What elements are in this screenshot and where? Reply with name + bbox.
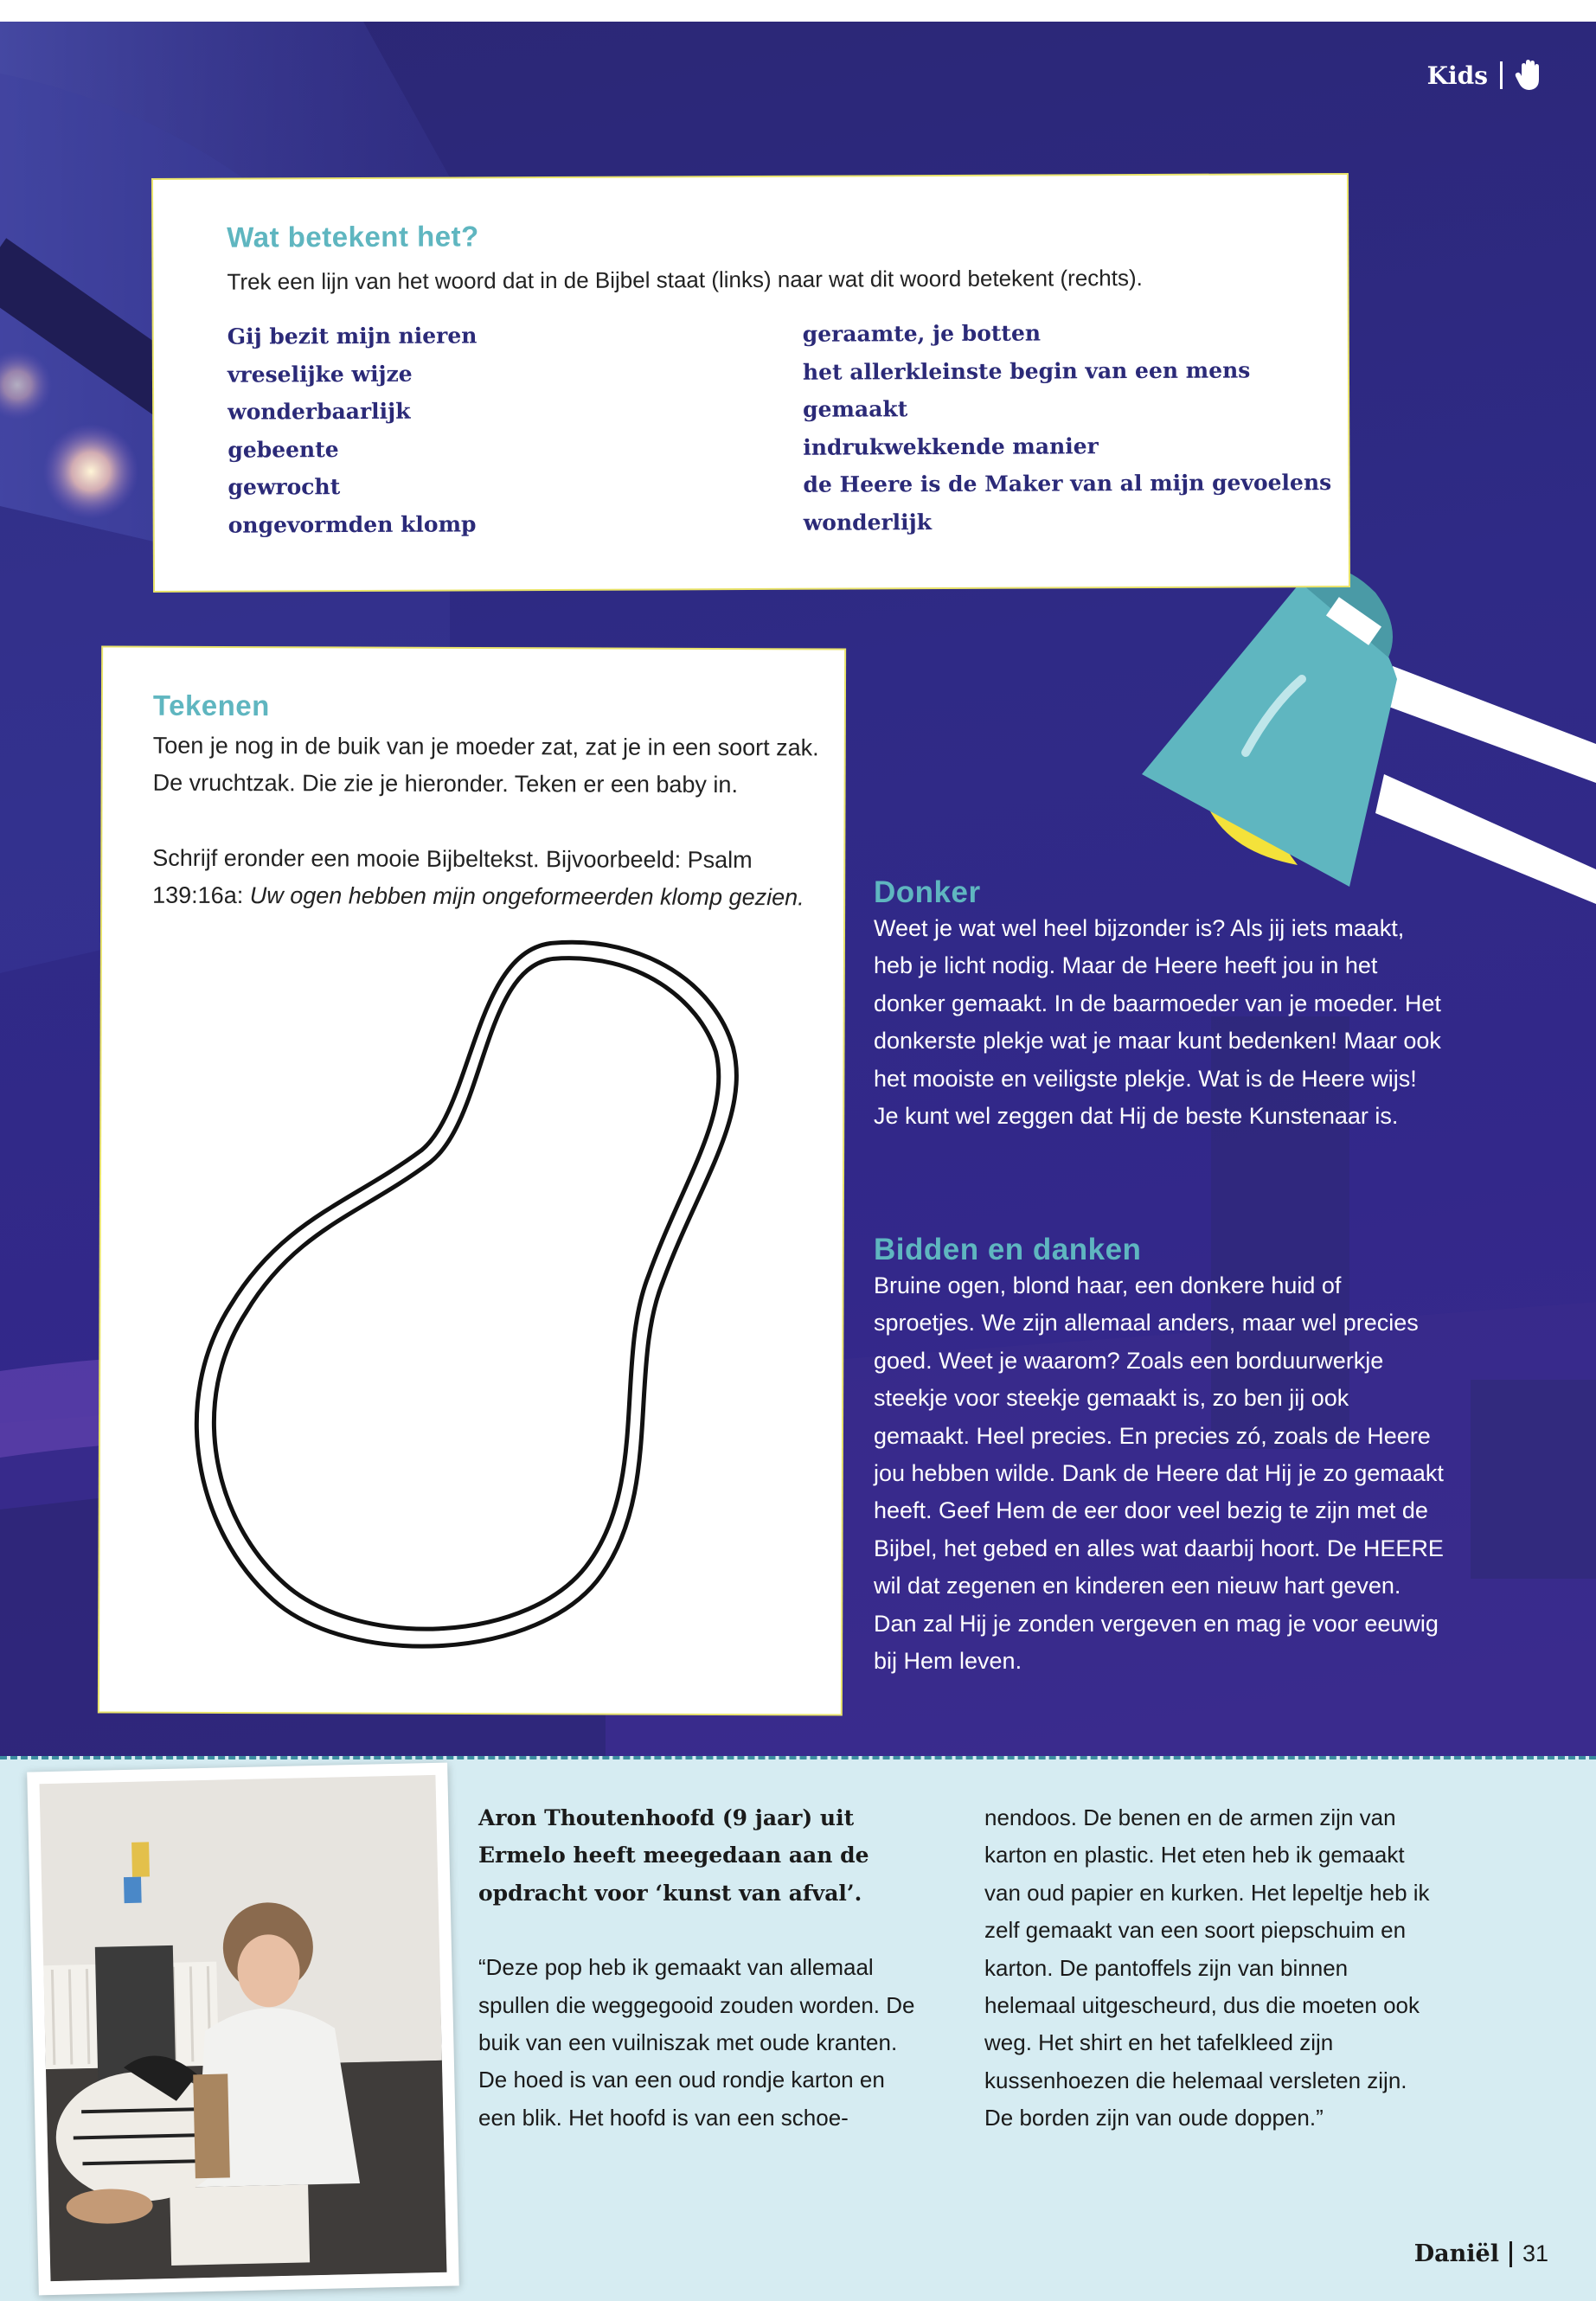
bidden-text: Bruine ogen, blond haar, een donkere huid of sproetjes. We zijn allemaal anders, maar wel precies goed. Weet je waarom? Zoals een borduurwerkje steekje voor steekje gemaakt is, zo ben jij ook gemaakt. Heel precies. En precies zó, zoals de Heere jou hebben wilde. Dank de Heere dat Hij je zo gemaakt heeft. Geef Hem de eer door veel bezig te zijn met de Bijbel, het gebed en alles wat daarbij hoort. De HEERE wil dat zegenen en kinderen een nieuw hart geven. Dan zal Hij je zonden vergeven en mag je voor eeuwig bij Hem leven. [874, 1272, 1444, 1675]
drawing-title: Tekenen [152, 689, 270, 722]
story-lead: Aron Thoutenhoofd (9 jaar) uit Ermelo heeft meegedaan aan de opdracht voor ‘kunst van afval’. [478, 1805, 869, 1906]
scripture-instructions [152, 840, 836, 917]
bidden-section [874, 1233, 1445, 1680]
footer-divider [1509, 2241, 1512, 2267]
bible-word: gewrocht [228, 474, 341, 500]
meaning-item: geraamte, je botten [802, 320, 1042, 347]
bible-word: gebeente [228, 436, 339, 463]
lamp-glow-1 [43, 424, 138, 519]
magazine-name: Daniël [1413, 2240, 1499, 2267]
page-number: 31 [1522, 2240, 1548, 2266]
story-quote-part-1: “Deze pop heb ik gemaakt van allemaal spullen die weggegooid zouden worden. De buik van een vuilniszak met oude kranten. De hoed is van een oud rondje karton en een blik. Het hoofd is van een schoe- [478, 1954, 915, 2131]
bidden-title: Bidden en danken [874, 1233, 1142, 1266]
scripture-prefix: Schrijf eronder een mooie Bijbeltekst. Bijvoorbeeld: Psalm 139:16a: [152, 844, 753, 909]
bible-word: wonderbaarlijk [228, 398, 411, 425]
desk-lamp-icon [1142, 568, 1596, 904]
meaning-item: wonderlijk [803, 509, 933, 535]
donker-text: Weet je wat wel heel bijzonder is? Als jij iets maakt, heb je licht nodig. Maar de Heere heeft jou in het donker gemaakt. In de baarmoeder van je moeder. Het donkerste plekje wat je maar kunt bedenken! Maar ook het mooiste en veiligste plekje. Wat is de Heere wijs! Je kunt wel zeggen dat Hij de beste Kunstenaar is. [874, 915, 1441, 1130]
bible-words-list [228, 317, 478, 543]
drawing-card [99, 648, 844, 1715]
section-header [1427, 59, 1544, 92]
amniotic-sac-outline[interactable] [177, 916, 803, 1680]
story-quote-part-2: nendoos. De benen en de armen zijn van karton en plastic. Het eten heb ik gemaakt van oud papier en kurken. Het lepeltje heb ik zelf gemaakt van een soort piepschuim en karton. De pantoffels zijn van binnen helemaal uitgescheurd, dus die moeten ook weg. Het shirt en het tafelkleed zijn kussenhoezen die helemaal versleten zijn. De borden zijn van oude doppen.” [984, 1804, 1430, 2131]
top-margin [0, 0, 1596, 22]
scripture-quote: Uw ogen hebben mijn ongeformeerden klomp gezien. [249, 882, 804, 911]
donker-title: Donker [874, 875, 981, 909]
meaning-item: indrukwekkende manier [803, 433, 1099, 460]
bible-word: Gij bezit mijn nieren [227, 323, 478, 349]
word-match-instructions: Trek een lijn van het woord dat in de Bijbel staat (links) naar wat dit woord betekent (rechts). [227, 265, 1143, 295]
donker-section [874, 875, 1445, 1135]
box-silhouette [1471, 1380, 1596, 1579]
meaning-item: de Heere is de Maker van al mijn gevoelens [803, 470, 1332, 497]
section-label: Kids [1426, 61, 1488, 90]
meaning-item: het allerkleinste begin van een mens [802, 356, 1251, 385]
bible-word: ongevormden klomp [228, 510, 477, 538]
word-match-card [153, 175, 1349, 591]
dashed-divider [0, 1756, 1596, 1759]
meanings-list [803, 313, 1332, 542]
hand-icon [1515, 59, 1544, 92]
photo-frame [27, 1763, 459, 2296]
bible-word: vreselijke wijze [227, 361, 413, 388]
header-divider [1500, 61, 1503, 89]
word-match-title: Wat betekent het? [227, 220, 479, 253]
meaning-item: gemaakt [803, 396, 908, 422]
story-column-right [984, 1799, 1434, 2138]
drawing-instructions: Toen je nog in de buik van je moeder zat, zat je in een soort zak. De vruchtzak. Die zie je hieronder. Teken er een baby in. [152, 732, 819, 798]
story-column-left [478, 1799, 928, 2137]
page-footer [1414, 2240, 1548, 2267]
child-with-doll-photo [40, 1775, 447, 2281]
photo-illustration [40, 1775, 447, 2281]
